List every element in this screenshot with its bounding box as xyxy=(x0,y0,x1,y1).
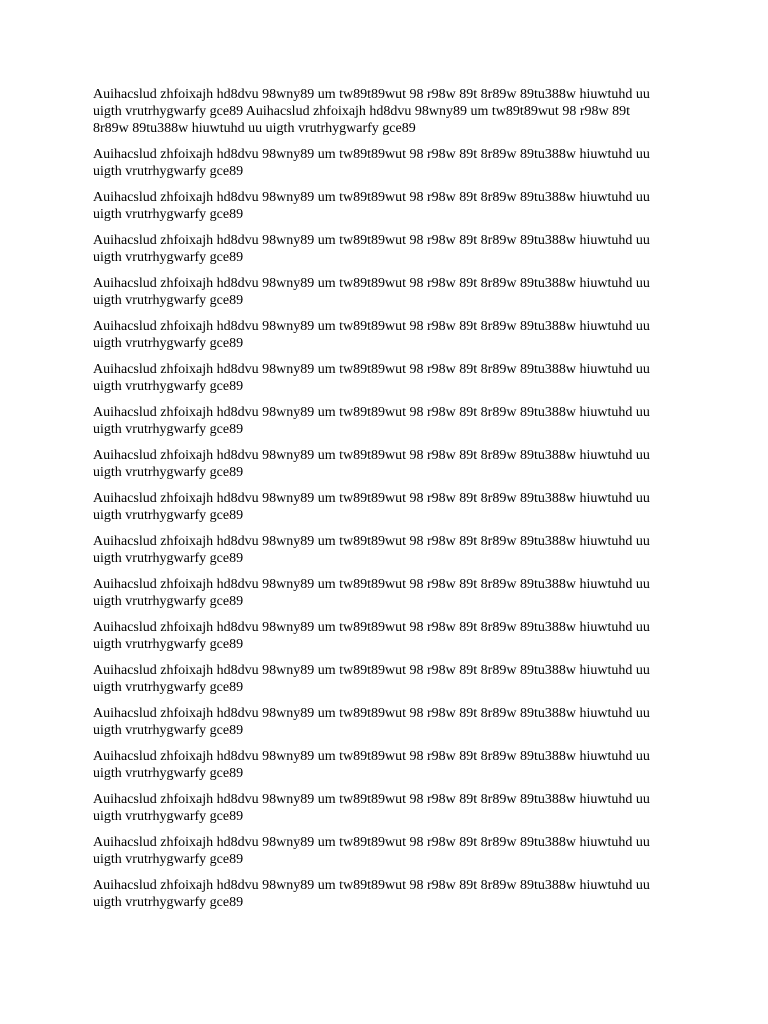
paragraph-5: Auihacslud zhfoixajh hd8dvu 98wny89 um tw89t89wut 98 r98w 89t 8r89w 89tu388w hiuwtuhd uu uigth vrutrhygwarfy gce89 xyxy=(93,276,650,308)
paragraph-13: Auihacslud zhfoixajh hd8dvu 98wny89 um tw89t89wut 98 r98w 89t 8r89w 89tu388w hiuwtuhd uu uigth vrutrhygwarfy gce89 xyxy=(93,620,650,652)
paragraph-9: Auihacslud zhfoixajh hd8dvu 98wny89 um tw89t89wut 98 r98w 89t 8r89w 89tu388w hiuwtuhd uu uigth vrutrhygwarfy gce89 xyxy=(93,448,650,480)
paragraph-12: Auihacslud zhfoixajh hd8dvu 98wny89 um tw89t89wut 98 r98w 89t 8r89w 89tu388w hiuwtuhd uu uigth vrutrhygwarfy gce89 xyxy=(93,577,650,609)
paragraph-3: Auihacslud zhfoixajh hd8dvu 98wny89 um tw89t89wut 98 r98w 89t 8r89w 89tu388w hiuwtuhd uu uigth vrutrhygwarfy gce89 xyxy=(93,190,650,222)
paragraph-11: Auihacslud zhfoixajh hd8dvu 98wny89 um tw89t89wut 98 r98w 89t 8r89w 89tu388w hiuwtuhd uu uigth vrutrhygwarfy gce89 xyxy=(93,534,650,566)
paragraph-15: Auihacslud zhfoixajh hd8dvu 98wny89 um tw89t89wut 98 r98w 89t 8r89w 89tu388w hiuwtuhd uu uigth vrutrhygwarfy gce89 xyxy=(93,706,650,738)
paragraph-2: Auihacslud zhfoixajh hd8dvu 98wny89 um tw89t89wut 98 r98w 89t 8r89w 89tu388w hiuwtuhd uu uigth vrutrhygwarfy gce89 xyxy=(93,147,650,179)
document-body xyxy=(93,86,668,920)
paragraph-18: Auihacslud zhfoixajh hd8dvu 98wny89 um tw89t89wut 98 r98w 89t 8r89w 89tu388w hiuwtuhd uu uigth vrutrhygwarfy gce89 xyxy=(93,835,650,867)
paragraph-6: Auihacslud zhfoixajh hd8dvu 98wny89 um tw89t89wut 98 r98w 89t 8r89w 89tu388w hiuwtuhd uu uigth vrutrhygwarfy gce89 xyxy=(93,319,650,351)
paragraph-4: Auihacslud zhfoixajh hd8dvu 98wny89 um tw89t89wut 98 r98w 89t 8r89w 89tu388w hiuwtuhd uu uigth vrutrhygwarfy gce89 xyxy=(93,233,650,265)
paragraph-16: Auihacslud zhfoixajh hd8dvu 98wny89 um tw89t89wut 98 r98w 89t 8r89w 89tu388w hiuwtuhd uu uigth vrutrhygwarfy gce89 xyxy=(93,749,650,781)
paragraph-10: Auihacslud zhfoixajh hd8dvu 98wny89 um tw89t89wut 98 r98w 89t 8r89w 89tu388w hiuwtuhd uu uigth vrutrhygwarfy gce89 xyxy=(93,491,650,523)
paragraph-19: Auihacslud zhfoixajh hd8dvu 98wny89 um tw89t89wut 98 r98w 89t 8r89w 89tu388w hiuwtuhd uu uigth vrutrhygwarfy gce89 xyxy=(93,878,650,910)
paragraph-14: Auihacslud zhfoixajh hd8dvu 98wny89 um tw89t89wut 98 r98w 89t 8r89w 89tu388w hiuwtuhd uu uigth vrutrhygwarfy gce89 xyxy=(93,663,650,695)
paragraph-17: Auihacslud zhfoixajh hd8dvu 98wny89 um tw89t89wut 98 r98w 89t 8r89w 89tu388w hiuwtuhd uu uigth vrutrhygwarfy gce89 xyxy=(93,792,650,824)
paragraph-7: Auihacslud zhfoixajh hd8dvu 98wny89 um tw89t89wut 98 r98w 89t 8r89w 89tu388w hiuwtuhd uu uigth vrutrhygwarfy gce89 xyxy=(93,362,650,394)
paragraph-8: Auihacslud zhfoixajh hd8dvu 98wny89 um tw89t89wut 98 r98w 89t 8r89w 89tu388w hiuwtuhd uu uigth vrutrhygwarfy gce89 xyxy=(93,405,650,437)
paragraph-1: Auihacslud zhfoixajh hd8dvu 98wny89 um tw89t89wut 98 r98w 89t 8r89w 89tu388w hiuwtuhd uu uigth vrutrhygwarfy gce89 Auihacslud zhfoixajh hd8dvu 98wny89 um tw89t89wut 98 r98w 89t 8r89w 89tu388w hiuwtuhd uu uigth vrutrhygwarfy gce89 xyxy=(93,87,650,136)
